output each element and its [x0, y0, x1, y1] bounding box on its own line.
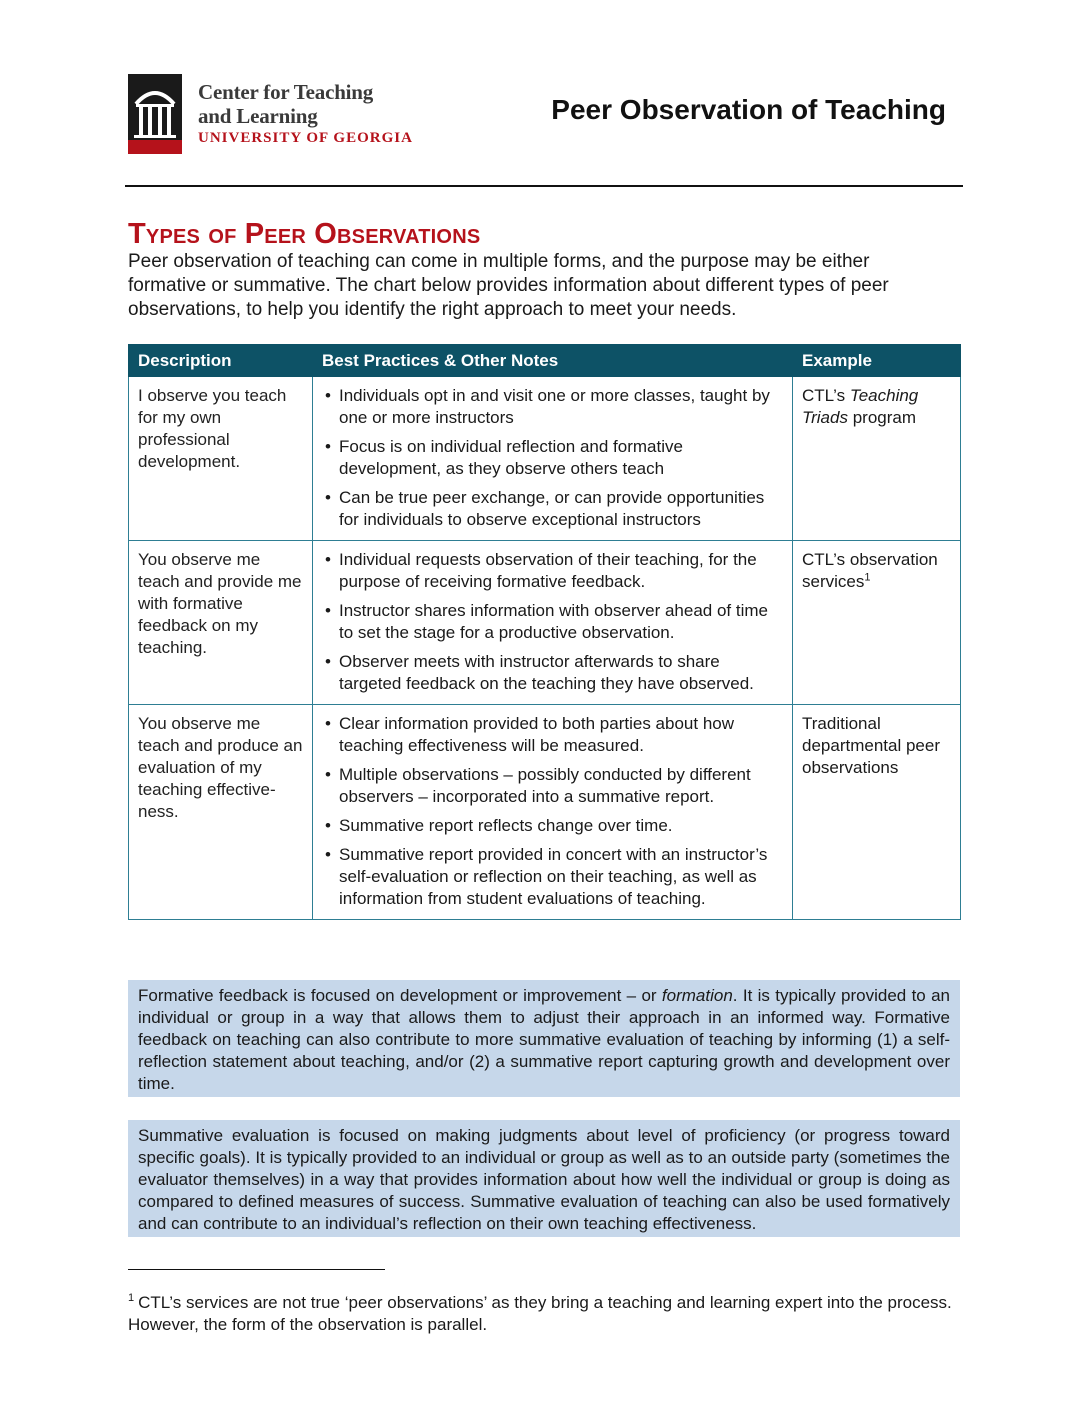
ctl-logo	[128, 74, 428, 156]
column-header-notes: Best Practices & Other Notes	[313, 345, 793, 377]
formative-definition-box	[128, 980, 960, 1097]
row-notes	[313, 541, 793, 705]
example-text: CTL’s observation services	[802, 550, 938, 591]
row-description: I observe you teach for my own professional development.	[129, 377, 313, 541]
section-heading: Types of Peer Observations	[128, 218, 481, 250]
formative-text-start: Formative feedback is focused on development or improvement – or	[138, 986, 662, 1005]
table-row	[129, 541, 961, 705]
formative-text-end: . It is typically provided to an individual or group in a way that allows them to adjust their approach in an informed way. Formative feedback on teaching can also contribute to more summative evaluation of teaching by informing (1) a self-reflection statement about teaching, and/or (2) a summative report capturing growth and development over time.	[138, 986, 951, 1093]
list-item: • Individuals opt in and visit one or more classes, taught by one or more instructors	[322, 385, 783, 429]
row-description: You observe me teach and produce an evaluation of my teaching effective-ness.	[129, 705, 313, 920]
row-notes	[313, 705, 793, 920]
list-item: • Multiple observations – possibly conducted by different observers – incorporated into a summative report.	[322, 764, 783, 808]
observation-types-table	[128, 344, 961, 920]
header-divider	[125, 185, 963, 187]
footnote-divider	[128, 1269, 385, 1270]
table-header-row	[129, 345, 961, 377]
row-notes	[313, 377, 793, 541]
list-item: • Observer meets with instructor afterwards to share targeted feedback on the teaching they have observed.	[322, 651, 783, 695]
footnote-ref: 1	[864, 571, 871, 584]
list-item: • Individual requests observation of their teaching, for the purpose of receiving formative feedback.	[322, 549, 783, 593]
row-example	[793, 705, 961, 920]
list-item: • Clear information provided to both parties about how teaching effectiveness will be measured.	[322, 713, 783, 757]
example-text: Traditional departmental peer observations	[802, 714, 940, 777]
intro-paragraph: Peer observation of teaching can come in multiple forms, and the purpose may be either formative or summative. The chart below provides information about different types of peer observations, to help you identify the right approach to meet your needs.	[128, 251, 889, 320]
list-item: • Can be true peer exchange, or can provide opportunities for individuals to observe exceptional instructors	[322, 487, 783, 531]
summative-definition-box	[128, 1120, 960, 1237]
list-item: • Instructor shares information with observer ahead of time to set the stage for a productive observation.	[322, 600, 783, 644]
footnote	[128, 1292, 958, 1336]
notes-list	[322, 385, 783, 531]
list-item: • Summative report reflects change over time.	[322, 815, 783, 837]
list-item: • Summative report provided in concert with an instructor’s self-evaluation or reflection on their teaching, as well as information from student evaluations of teaching.	[322, 844, 783, 910]
formative-italic-word: formation	[661, 986, 733, 1005]
row-description: You observe me teach and provide me with formative feedback on my teaching.	[129, 541, 313, 705]
row-example	[793, 377, 961, 541]
table-row	[129, 705, 961, 920]
row-example	[793, 541, 961, 705]
notes-list	[322, 713, 783, 910]
table-row	[129, 377, 961, 541]
document-title: Peer Observation of Teaching	[551, 94, 946, 125]
list-item: • Focus is on individual reflection and formative development, as they observe others teach	[322, 436, 783, 480]
example-italic-text: Teaching Triads	[802, 386, 919, 427]
column-header-example: Example	[793, 345, 961, 377]
column-header-description: Description	[129, 345, 313, 377]
example-text: CTL’s	[802, 386, 850, 405]
logo-line-3: UNIVERSITY OF GEORGIA	[198, 130, 413, 146]
notes-list	[322, 549, 783, 695]
summative-text: Summative evaluation is focused on making judgments about level of proficiency (or progress toward specific goals). It is typically provided to an individual or group as well as to an outside party (sometimes the evaluator themselves) in a way that provides information about how well the individual or group is doing as compared to defined measures of success. Summative evaluation of teaching can also be used formatively and can contribute to an individual’s reflection on their own teaching effectiveness.	[138, 1126, 950, 1233]
example-suffix: program	[847, 408, 917, 427]
footnote-number: 1	[128, 1292, 135, 1305]
logo-line-1: Center for Teaching	[198, 80, 374, 104]
footnote-text: CTL’s services are not true ‘peer observations’ as they bring a teaching and learning expert into the process. However, the form of the observation is parallel.	[128, 1293, 952, 1334]
logo-line-2: and Learning	[198, 104, 318, 128]
arch-logo-icon	[128, 74, 182, 154]
logo-wordmark	[198, 80, 413, 147]
